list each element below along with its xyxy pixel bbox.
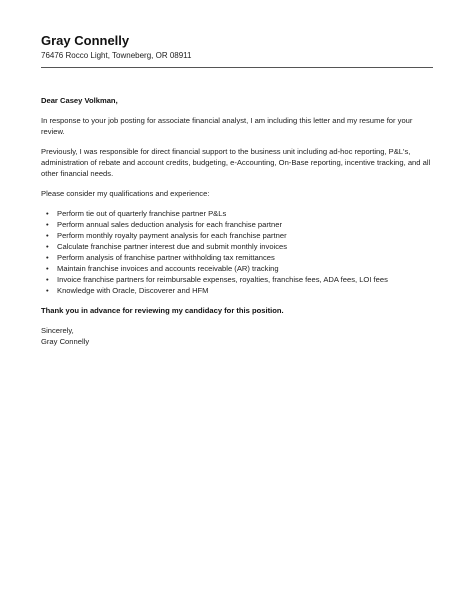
list-item-text: Maintain franchise invoices and accounts receivable (AR) tracking <box>57 264 279 273</box>
list-item <box>41 274 433 285</box>
closing: Sincerely, <box>41 326 74 335</box>
letter-body <box>41 95 433 347</box>
list-item-text: Perform tie out of quarterly franchise partner P&Ls <box>57 209 227 218</box>
list-item-text: Invoice franchise partners for reimbursable expenses, royalties, franchise fees, ADA fees, LOI fees <box>57 275 388 284</box>
list-item-text: Perform annual sales deduction analysis for each franchise partner <box>57 220 282 229</box>
signature-name: Gray Connelly <box>41 337 90 346</box>
list-item-text: Perform monthly royalty payment analysis for each franchise partner <box>57 231 287 240</box>
bullet-icon: • <box>46 286 49 295</box>
bullet-icon: • <box>46 220 49 229</box>
list-item <box>41 285 433 296</box>
bullet-icon: • <box>46 242 49 251</box>
bullet-icon: • <box>46 275 49 284</box>
qualifications-intro: Please consider my qualifications and experience: <box>41 189 210 198</box>
list-item-text: Knowledge with Oracle, Discoverer and HFM <box>57 286 209 295</box>
list-item-text: Calculate franchise partner interest due and submit monthly invoices <box>57 242 288 251</box>
list-item <box>41 219 433 230</box>
list-item-text: Perform analysis of franchise partner withholding tax remittances <box>57 253 275 262</box>
list-item <box>41 230 433 241</box>
thank-you-line: Thank you in advance for reviewing my candidacy for this position. <box>41 306 284 315</box>
intro-paragraph: In response to your job posting for associate financial analyst, I am including this letter and my resume for your review. <box>41 116 413 136</box>
applicant-address: 76476 Rocco Light, Towneberg, OR 08911 <box>41 51 192 60</box>
applicant-name: Gray Connelly <box>41 33 130 48</box>
bullet-icon: • <box>46 264 49 273</box>
bullet-icon: • <box>46 253 49 262</box>
list-item <box>41 252 433 263</box>
experience-paragraph: Previously, I was responsible for direct financial support to the business unit including ad-hoc reporting, P&L's, administration of rebate and account credits, budgeting, e-Accounting, On-Base reporting, incentive tracking, and all other financial needs. <box>41 147 431 178</box>
list-item <box>41 208 433 219</box>
bullet-icon: • <box>46 209 49 218</box>
list-item <box>41 241 433 252</box>
list-item <box>41 263 433 274</box>
salutation: Dear Casey Volkman, <box>41 96 118 105</box>
bullet-icon: • <box>46 231 49 240</box>
header-divider <box>41 67 433 68</box>
qualifications-list <box>41 208 433 296</box>
